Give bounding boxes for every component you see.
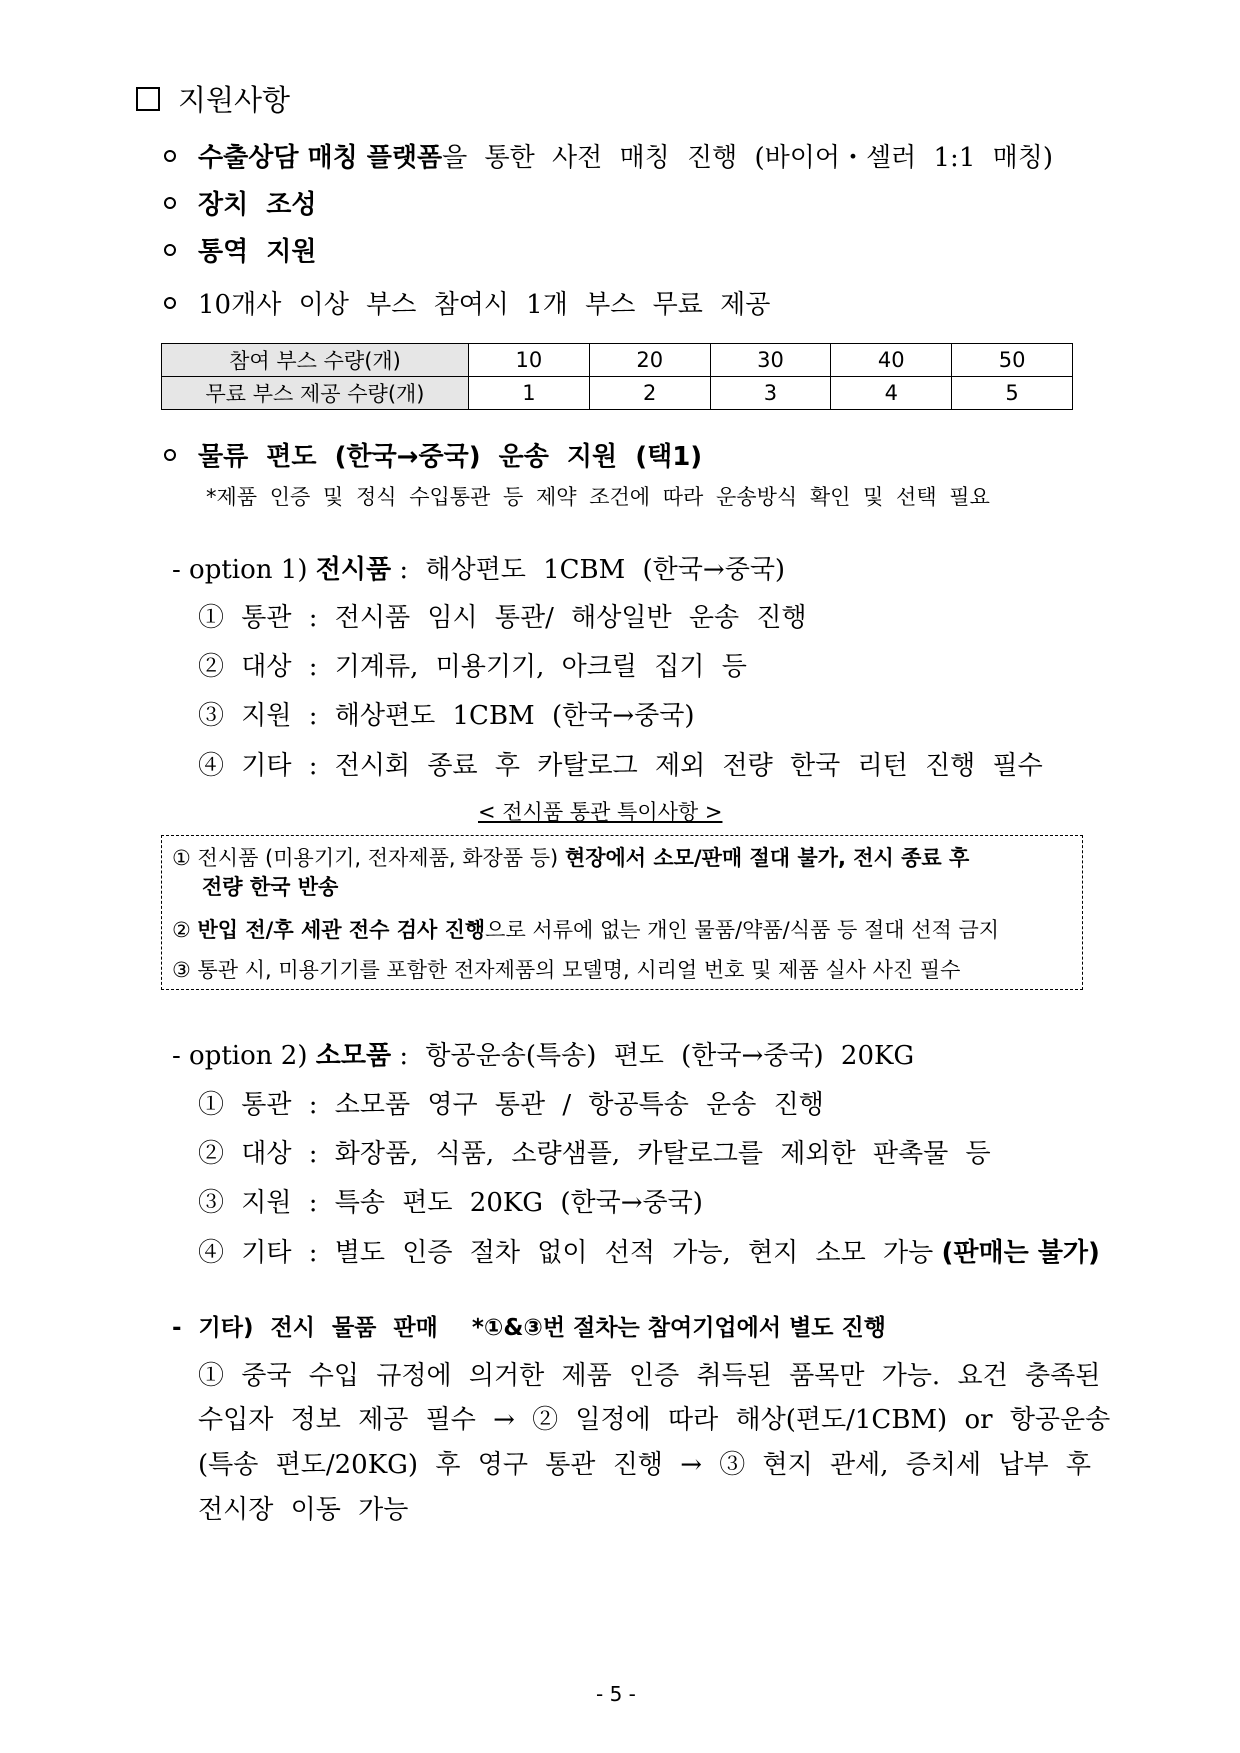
other-paragraph-line: 수입자 정보 제공 필수 → ② 일정에 따라 해상(편도/1CBM) or 항공운송	[198, 1405, 1111, 1435]
circle-bullet-icon	[164, 449, 176, 461]
notice-item-text: 으로 서류에 없는 개인 물품/약품/식품 등 절대 선적 금지	[485, 918, 1000, 942]
notice-item-3: ③ 통관 시, 미용기기를 포함한 전자제품의 모델명, 시리얼 번호 및 제품 실사 사진 필수	[172, 958, 961, 982]
table-cell: 10	[469, 344, 590, 377]
notice-box	[161, 835, 1083, 990]
notice-item-number: ②	[172, 918, 191, 942]
other-paragraph-line: ① 중국 수입 규정에 의거한 제품 인증 취득된 품목만 가능. 요건 충족된	[198, 1361, 1101, 1391]
bullet-matching-bold: 수출상담 매칭 플랫폼	[198, 143, 443, 173]
table-cell: 2	[589, 377, 710, 410]
section-heading	[136, 78, 290, 119]
circle-bullet-icon	[164, 150, 176, 162]
option2-item	[198, 1232, 1100, 1269]
table-header-cell: 참여 부스 수량(개)	[162, 344, 469, 377]
table-cell: 40	[831, 344, 952, 377]
checkbox-icon	[136, 87, 160, 111]
option2-item: ① 통관 : 소모품 영구 통관 / 항공특송 운송 진행	[198, 1090, 824, 1120]
option2-line	[172, 1035, 914, 1072]
table-header-cell: 무료 부스 제공 수량(개)	[162, 377, 469, 410]
option1-name: 전시품	[315, 555, 392, 585]
option2-item: ③ 지원 : 특송 편도 20KG (한국→중국)	[198, 1188, 703, 1218]
other-paragraph-line: (특송 편도/20KG) 후 영구 통관 진행 → ③ 현지 관세, 증치세 납부 후	[198, 1450, 1091, 1480]
option2-item4-bold: (판매는 불가)	[941, 1238, 1100, 1268]
other-note: *①&③번 절차는 참여기업에서 별도 진행	[471, 1315, 886, 1341]
option2-desc: : 항공운송(특송) 편도 (한국→중국) 20KG	[399, 1041, 915, 1071]
notice-caption: < 전시품 통관 특이사항 >	[478, 800, 723, 824]
option1-prefix: - option 1)	[172, 555, 308, 585]
option2-name: 소모품	[315, 1041, 392, 1071]
notice-item-bold: 현장에서 소모/판매 절대 불가, 전시 종료 후	[564, 846, 970, 870]
section-title: 지원사항	[178, 83, 291, 117]
bullet-interpretation-text: 통역 지원	[198, 237, 317, 267]
option2-prefix: - option 2)	[172, 1041, 308, 1071]
page-number: - 5 -	[596, 1682, 636, 1706]
option1-item: ③ 지원 : 해상편도 1CBM (한국→중국)	[198, 701, 695, 731]
table-row	[162, 344, 1073, 377]
other-title: - 기타) 전시 물품 판매	[172, 1315, 438, 1341]
bullet-matching	[164, 137, 1053, 174]
circle-bullet-icon	[164, 197, 176, 209]
circle-bullet-icon	[164, 244, 176, 256]
notice-item-number: ①	[172, 846, 191, 870]
table-cell: 4	[831, 377, 952, 410]
bullet-booth-setup	[164, 184, 317, 221]
option2-item: ② 대상 : 화장품, 식품, 소량샘플, 카탈로그를 제외한 판촉물 등	[198, 1139, 991, 1169]
bullet-matching-rest: 을 통한 사전 매칭 진행 (바이어・셀러 1:1 매칭)	[442, 143, 1053, 173]
option1-item: ② 대상 : 기계류, 미용기기, 아크릴 집기 등	[198, 652, 747, 682]
notice-item-bold: 반입 전/후 세관 전수 검사 진행	[197, 918, 486, 942]
option1-item: ④ 기타 : 전시회 종료 후 카탈로그 제외 전량 한국 리턴 진행 필수	[198, 751, 1043, 781]
table-cell: 1	[469, 377, 590, 410]
table-cell: 5	[952, 377, 1073, 410]
notice-item-text: 전시품 (미용기기, 전자제품, 화장품 등)	[197, 846, 559, 870]
bullet-free-booth-text: 10개사 이상 부스 참여시 1개 부스 무료 제공	[198, 290, 771, 320]
table-row	[162, 377, 1073, 410]
table-cell: 20	[589, 344, 710, 377]
bullet-booth-setup-text: 장치 조성	[198, 190, 317, 220]
table-cell: 3	[710, 377, 831, 410]
bullet-logistics	[164, 436, 702, 473]
table-cell: 50	[952, 344, 1073, 377]
logistics-note: *제품 인증 및 정식 수입통관 등 제약 조건에 따라 운송방식 확인 및 선택 필요	[206, 485, 990, 509]
option1-item: ① 통관 : 전시품 임시 통관/ 해상일반 운송 진행	[198, 603, 807, 633]
booth-table	[161, 343, 1073, 410]
notice-item-1	[172, 842, 969, 872]
option2-item4-text: ④ 기타 : 별도 인증 절차 없이 선적 가능, 현지 소모 가능	[198, 1238, 934, 1268]
option1-desc: : 해상편도 1CBM (한국→중국)	[399, 555, 786, 585]
circle-bullet-icon	[164, 297, 176, 309]
bullet-free-booth	[164, 284, 770, 321]
other-paragraph-line: 전시장 이동 가능	[198, 1495, 409, 1525]
bullet-interpretation	[164, 231, 317, 268]
notice-item-2	[172, 914, 999, 944]
other-title-line	[172, 1309, 886, 1342]
logistics-title: 물류 편도 (한국→중국) 운송 지원 (택1)	[198, 442, 703, 472]
option1-line	[172, 549, 785, 586]
table-cell: 30	[710, 344, 831, 377]
notice-item-1-cont: 전량 한국 반송	[202, 875, 339, 899]
